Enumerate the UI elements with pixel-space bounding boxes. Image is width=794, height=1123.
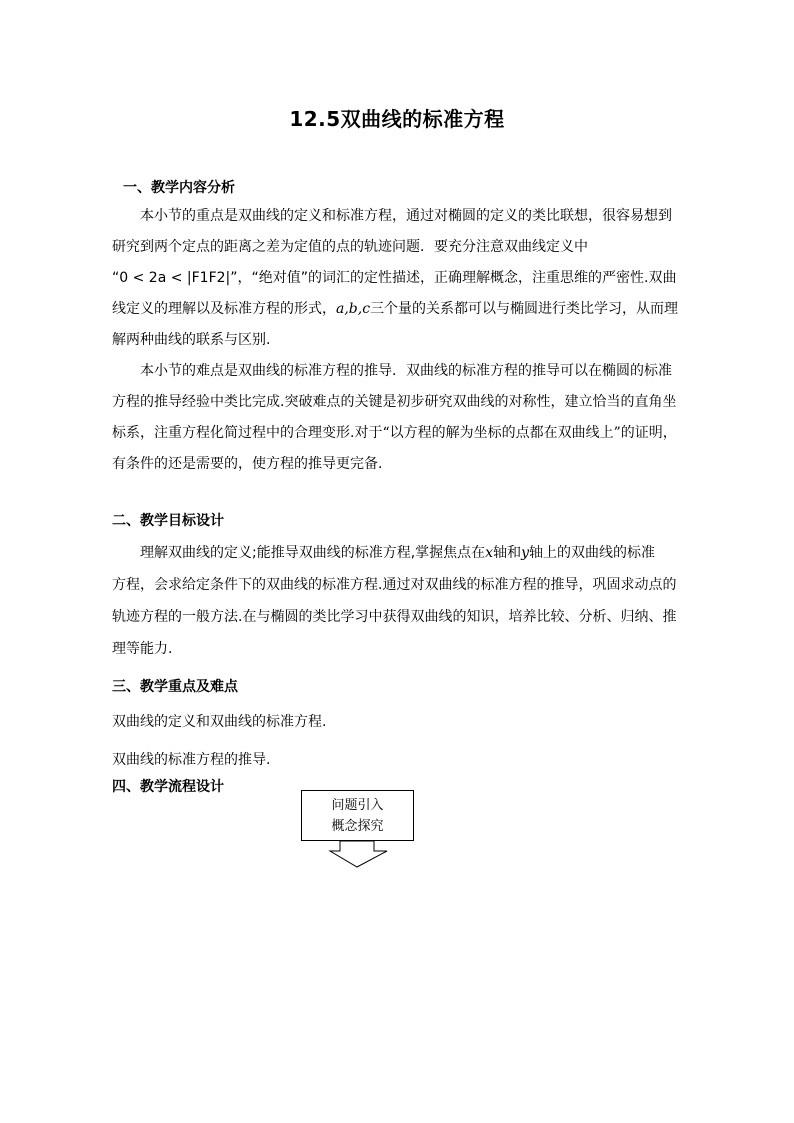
section-4-heading: 四、教学流程设计 <box>112 779 224 795</box>
s1-p2-line1: 本小节的难点是双曲线的标准方程的推导．双曲线的标准方程的推导可以在椭圆的标准 <box>140 363 672 379</box>
s2-line2: 方程，会求给定条件下的双曲线的标准方程.通过对双曲线的标准方程的推导，巩固求动点的 <box>112 577 677 593</box>
s2-line1: 理解双曲线的定义;能推导双曲线的标准方程,掌握焦点在x轴和y轴上的双曲线的标准 <box>140 545 655 561</box>
section-1-body <box>112 201 682 480</box>
section-2-body <box>112 537 682 665</box>
flow-step-line1: 问题引入 <box>331 798 384 813</box>
section-1-heading: 一、教学内容分析 <box>123 180 235 196</box>
s1-p1-line3: “0 < 2a < |F1F2|”，“绝对值”的词汇的定性描述，正确理解概念，注重思维的严密性.双曲 <box>112 270 677 286</box>
s1-p1-line2: 研究到两个定点的距离之差为定值的点的轨迹问题．要充分注意双曲线定义中 <box>112 239 588 255</box>
var-y: y <box>521 545 529 561</box>
quote: “以方程的解为坐标的点都在双曲线上” <box>382 425 621 441</box>
var-x: x <box>485 545 494 561</box>
s1-p2-line3: 标系，注重方程化简过程中的合理变形.对于“以方程的解为坐标的点都在双曲线上”的证明， <box>112 425 677 441</box>
s1-p1-line5: 解两种曲线的联系与区别. <box>112 332 271 348</box>
flow-down-arrow-icon <box>328 841 390 869</box>
s2-line4: 理等能力. <box>112 641 173 657</box>
section-3-heading: 三、教学重点及难点 <box>112 679 238 695</box>
page-title: 12.5双曲线的标准方程 <box>289 107 505 131</box>
s1-p1-line4: 线定义的理解以及标准方程的形式，a,b,c三个量的关系都可以与椭圆进行类比学习，从而理 <box>112 301 679 317</box>
s2-line3: 轨迹方程的一般方法.在与椭圆的类比学习中获得双曲线的知识，培养比较、分析、归纳、推 <box>112 609 677 625</box>
s1-p2-line2: 方程的推导经验中类比完成.突破难点的关键是初步研究双曲线的对称性，建立恰当的直角坐 <box>112 394 677 410</box>
s3-line2: 双曲线的标准方程的推导. <box>112 752 271 768</box>
s3-line1: 双曲线的定义和双曲线的标准方程. <box>112 714 327 730</box>
inequality-definition: “0 < 2a < |F1F2|”，“绝对值”的词汇的定性描述，正确理解概念，注重思维的严密性. <box>112 270 649 286</box>
flow-step-line2: 概念探究 <box>331 819 384 834</box>
s1-p2-line4: 有条件的还是需要的，使方程的推导更完备. <box>112 456 383 472</box>
s1-p1-line1: 本小节的重点是双曲线的定义和标准方程，通过对椭圆的定义的类比联想，很容易想到 <box>140 208 672 224</box>
flow-step-box <box>301 790 414 841</box>
var-abc: a,b,c <box>336 301 371 317</box>
section-2-heading: 二、教学目标设计 <box>112 513 224 529</box>
